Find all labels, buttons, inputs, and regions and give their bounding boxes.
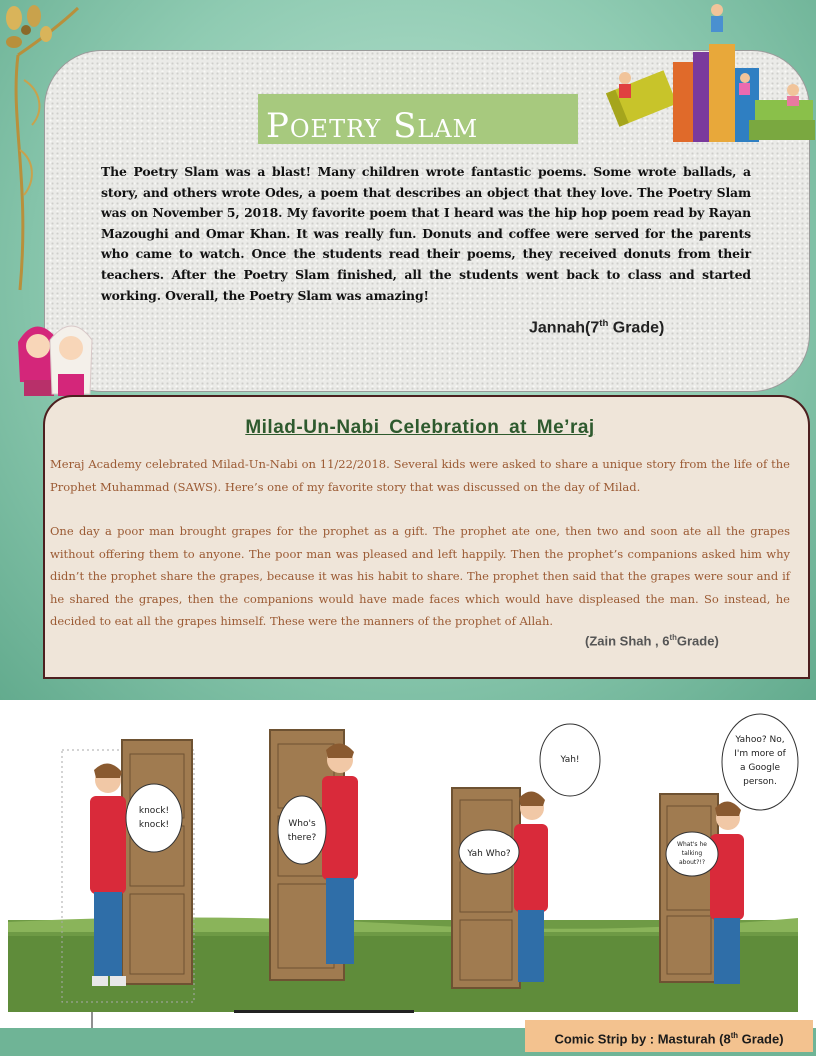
panel4-man-line3: a Google [739, 763, 781, 773]
panel4-door-line2: talking [681, 850, 703, 857]
author-grade-rest: Grade) [608, 319, 665, 337]
comic-credit [525, 1020, 813, 1052]
panel3-door-bubble: Yah Who? [467, 849, 511, 859]
author-name: Jannah [529, 319, 586, 337]
panel4-man-line4: person. [743, 777, 777, 787]
milad-author-main: (Zain Shah , 6 [585, 633, 670, 649]
books-kids-illustration [605, 0, 816, 150]
poetry-slam-title: Poetry Slam [258, 94, 578, 144]
author-grade-open: (7 [585, 319, 600, 337]
comic-credit-main: Comic Strip by : Masturah (8 [554, 1031, 731, 1047]
poetry-slam-body: The Poetry Slam was a blast! Many children wrote fantastic poems. Some wrote ballads, a story, and others wrote Odes, a poem that describes an object that they love. The Poetry Slam was on November 5, 2018. My favorite poem that I heard was the hip hop poem read by Rayan Mazoughi and Omar Khan. It was really fun. Donuts and coffee were served for the parents who came to watch. Once the students read their poems, they received donuts from their teachers. After the Poetry Slam finished, all the students went back to class and started working. Overall, the Poetry Slam was amazing! [101, 164, 751, 303]
panel1-bubble-line2: knock! [138, 820, 170, 830]
panel4-man-line1: Yahoo? No, [735, 735, 785, 745]
panel3-man-bubble: Yah! [560, 755, 580, 765]
panel2-bubble-line1: Who's [288, 819, 316, 829]
comic-credit-rest: Grade) [738, 1031, 784, 1047]
comic-strip [0, 700, 816, 1028]
panel4-door-line3: about?!? [678, 859, 706, 866]
panel1-bubble-line1: knock! [138, 806, 170, 816]
milad-author [585, 633, 719, 648]
panel4-door-line1: What's he [677, 841, 707, 848]
milad-author-sup: th [669, 633, 677, 642]
milad-title: Milad-Un-Nabi Celebration at Me’raj [245, 417, 595, 438]
panel4-man-line2: I'm more of [734, 749, 786, 759]
comic-credit-sup: th [730, 1031, 739, 1040]
comic-panel-2 [270, 730, 358, 980]
author-grade-sup: th [599, 318, 609, 329]
girls-illustration [14, 310, 94, 402]
milad-story: One day a poor man brought grapes for the prophet as a gift. The prophet ate one, then two and soon ate all the grapes without offering them to anyone. The poor man was pleased and left happily. Then the prophet’s companions asked him why didn’t the prophet share the grapes, because it was his habit to share. The prophet then said that the grapes were sour and if he shared the grapes, then the companions would have made faces which would have displeased the man. So instead, he decided to eat all the grapes himself. These were the manners of the prophet of Allah. [50, 524, 790, 628]
milad-author-rest: Grade) [676, 633, 719, 649]
milad-intro: Meraj Academy celebrated Milad-Un-Nabi on 11/22/2018. Several kids were asked to share a unique story from the life of the Prophet Muhammad (SAWS). Here’s one of my favorite story that was discussed on the day of Milad. [50, 457, 790, 494]
panel2-bubble-line2: there? [287, 833, 317, 843]
poetry-slam-author [529, 318, 664, 337]
